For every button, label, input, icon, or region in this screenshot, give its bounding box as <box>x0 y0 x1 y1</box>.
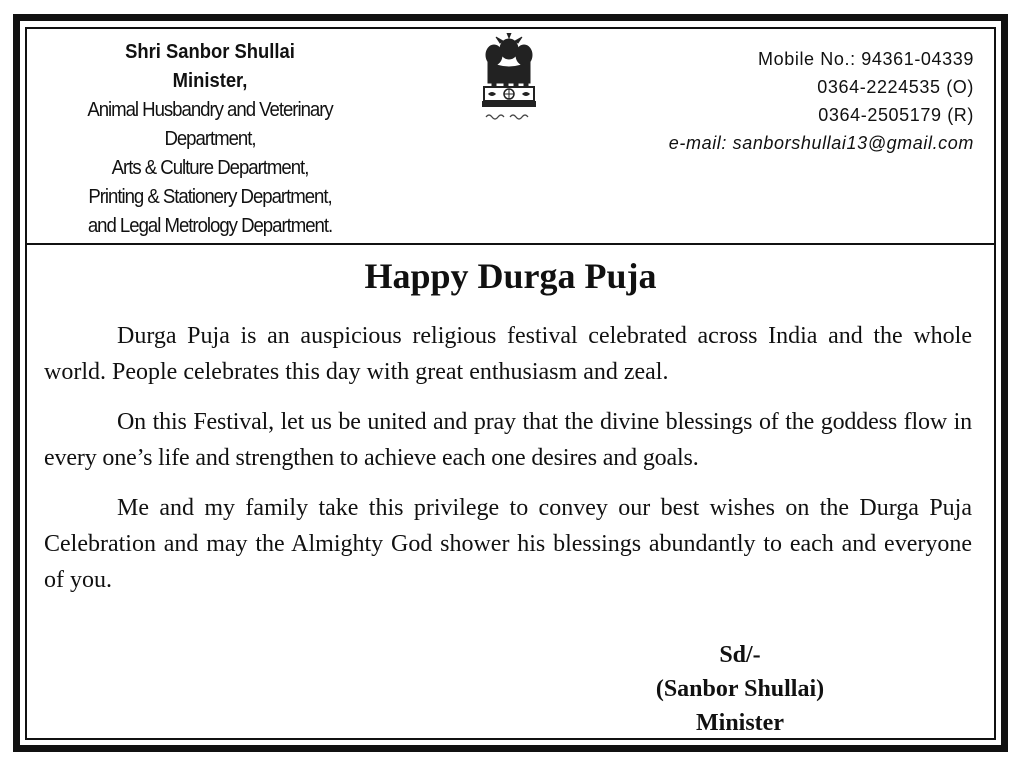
signature-block <box>610 638 870 740</box>
mobile-number: Mobile No.: 94361-04339 <box>758 49 974 69</box>
message-body <box>44 318 972 598</box>
signatory-title: Minister <box>696 710 784 736</box>
department-line: Animal Husbandry and Veterinary <box>87 99 333 121</box>
national-emblem-icon <box>474 33 544 125</box>
message-paragraph: Me and my family take this privilege to convey our best wishes on the Durga Puja Celebration and may the Almighty God shower his blessings abundantly to each and everyone of you. <box>44 495 972 593</box>
page-title: Happy Durga Puja <box>364 256 657 296</box>
header-divider <box>25 243 996 245</box>
message-paragraph: Durga Puja is an auspicious religious festival celebrated across India and the whole world. People celebrates this day with great enthusiasm and zeal. <box>44 323 972 385</box>
residence-phone: 0364-2505179 (R) <box>818 105 974 125</box>
contact-details <box>614 45 974 157</box>
signature-sd: Sd/- <box>719 642 761 668</box>
signatory-name: (Sanbor Shullai) <box>655 676 825 702</box>
minister-name: Shri Sanbor Shullai <box>125 41 295 63</box>
minister-details <box>40 38 380 241</box>
minister-title: Minister, <box>172 70 248 92</box>
department-line: Printing & Stationery Department, <box>88 186 332 208</box>
department-line: Arts & Culture Department, <box>111 157 309 179</box>
department-line: and Legal Metrology Department. <box>87 215 333 237</box>
office-phone: 0364-2224535 (O) <box>817 77 974 97</box>
department-line: Department, <box>164 128 256 150</box>
email-address: e-mail: sanborshullai13@gmail.com <box>668 133 974 153</box>
message-paragraph: On this Festival, let us be united and pray that the divine blessings of the goddess flow in every one’s life and strengthen to achieve each one desires and goals. <box>44 409 972 471</box>
